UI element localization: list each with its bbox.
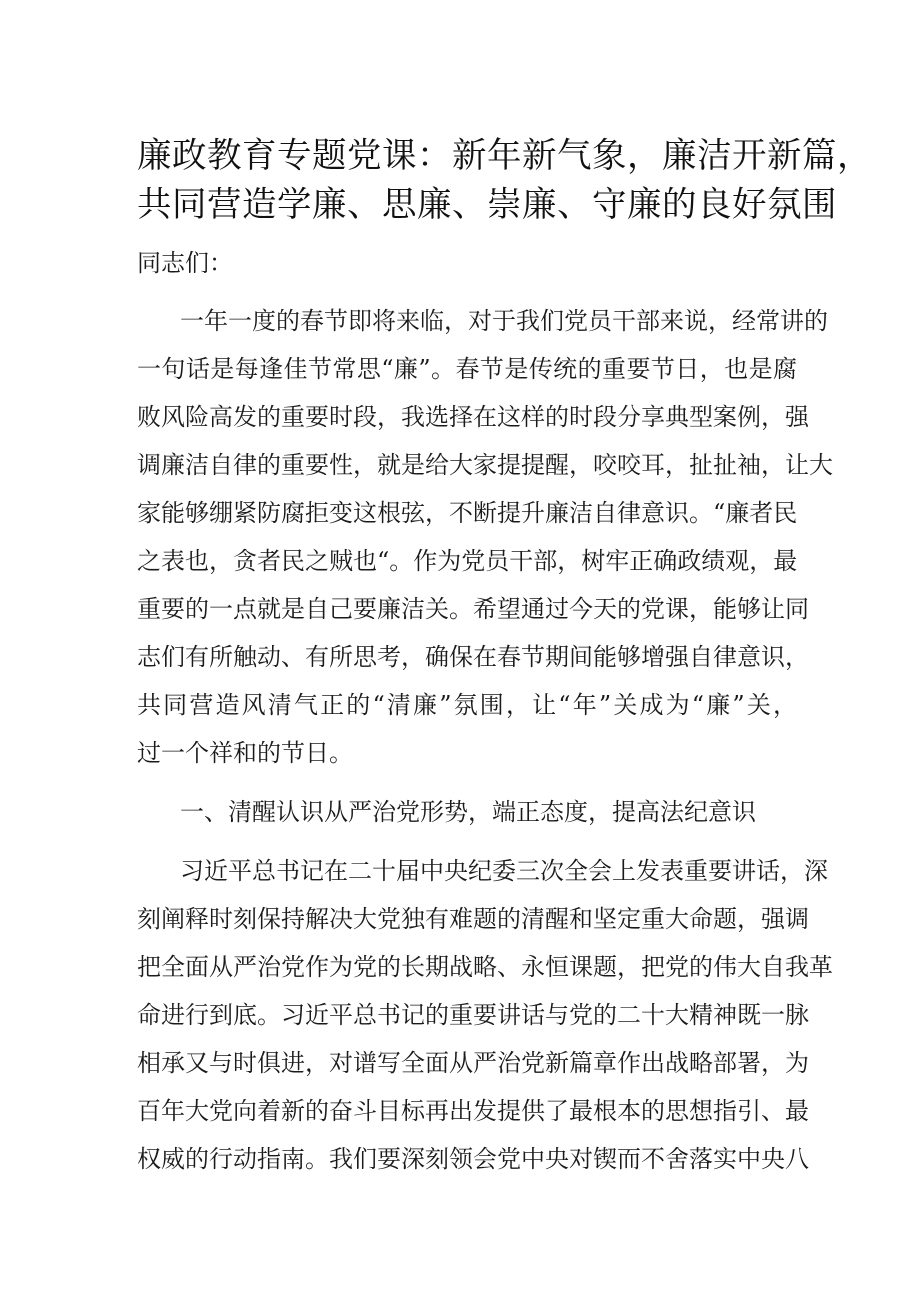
paragraph1-line: 重要的一点就是自己要廉洁关。希望通过今天的党课，能够让同 [137, 595, 809, 623]
paragraph2-line: 权威的行动指南。我们要深刻领会党中央对锲而不舍落实中央八 [137, 1145, 809, 1173]
paragraph1-line: 一句话是每逢佳节常思“廉”。春节是传统的重要节日，也是腐 [137, 355, 797, 383]
paragraph1-line: 一年一度的春节即将来临，对于我们党员干部来说，经常讲的 [180, 307, 828, 335]
paragraph1-line: 之表也，贪者民之贼也“。作为党员干部，树牢正确政绩观，最 [137, 547, 798, 575]
document-title-line-1: 廉政教育专题党课：新年新气象，廉洁开新篇， [137, 136, 872, 176]
salutation: 同志们： [137, 249, 233, 277]
paragraph1-line: 共同营造风清气正的“清廉”氛围，让“年”关成为“廉”关， [137, 691, 797, 719]
paragraph2-line: 把全面从严治党作为党的长期战略、永恒课题，把党的伟大自我革 [137, 953, 833, 981]
document-title-line-2: 共同营造学廉、思廉、崇廉、守廉的良好氛围 [137, 185, 837, 225]
paragraph1-line: 调廉洁自律的重要性，就是给大家提提醒，咬咬耳，扯扯袖，让大 [137, 451, 833, 479]
paragraph2-line: 命进行到底。习近平总书记的重要讲话与党的二十大精神既一脉 [137, 1001, 809, 1029]
paragraph2-line: 百年大党向着新的奋斗目标再出发提供了最根本的思想指引、最 [137, 1097, 809, 1125]
paragraph1-line: 志们有所触动、有所思考，确保在春节期间能够增强自律意识， [137, 643, 809, 671]
paragraph2-line: 相承又与时俱进，对谱写全面从严治党新篇章作出战略部署，为 [137, 1049, 809, 1077]
paragraph1-line: 过一个祥和的节日。 [137, 739, 353, 767]
paragraph2-line: 刻阐释时刻保持解决大党独有难题的清醒和坚定重大命题，强调 [137, 905, 809, 933]
paragraph1-line: 败风险高发的重要时段，我选择在这样的时段分享典型案例，强 [137, 403, 809, 431]
paragraph2-line: 习近平总书记在二十届中央纪委三次全会上发表重要讲话，深 [180, 857, 828, 885]
section-heading: 一、清醒认识从严治党形势，端正态度，提高法纪意识 [180, 798, 756, 826]
paragraph1-line: 家能够绷紧防腐拒变这根弦，不断提升廉洁自律意识。“廉者民 [137, 499, 798, 527]
